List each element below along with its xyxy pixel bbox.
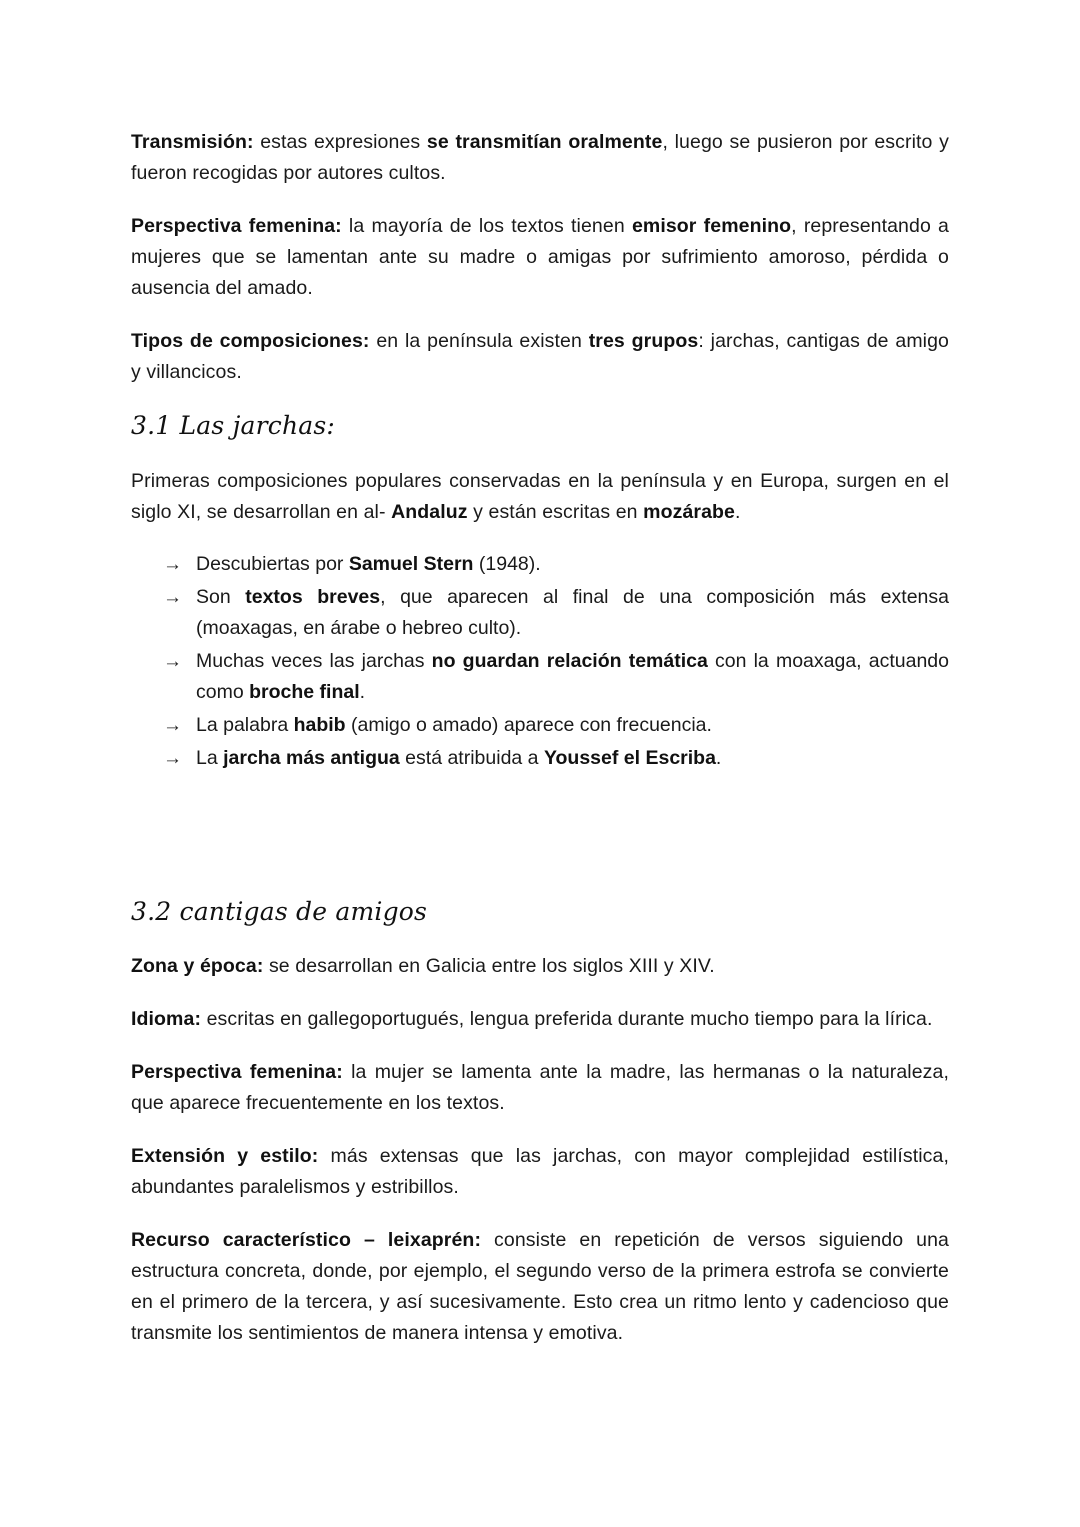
spacer (131, 304, 949, 326)
spacer (131, 928, 949, 951)
document-page (131, 127, 949, 1349)
paragraph-recurso-leixapren: Recurso característico – leixaprén: consiste en repetición de versos siguiendo una estructura concreta, donde, por ejemplo, el segundo verso de la primera estrofa se convierte en el primero de la tercera, y así sucesivamente. Esto crea un ritmo lento y cadencioso que transmite los sentimientos de manera intensa y emotiva. (131, 1229, 950, 1344)
list-item (163, 646, 949, 708)
list-item-text: Muchas veces las jarchas no guardan relación temática con la moaxaga, actuando como broche final. (196, 650, 949, 703)
spacer (131, 1035, 949, 1057)
jarchas-bullet-list (131, 549, 949, 774)
paragraph-transmision: Transmisión: estas expresiones se transmitían oralmente, luego se pusieron por escrito y fueron recogidas por autores cultos. (131, 131, 949, 184)
arrow-right-icon: → (163, 587, 182, 608)
paragraph-tipos-composiciones: Tipos de composiciones: en la península existen tres grupos: jarchas, cantigas de amigo y villancicos. (131, 330, 949, 383)
list-item-text: Descubiertas por Samuel Stern (1948). (196, 553, 541, 575)
list-item (163, 743, 949, 774)
paragraph-idioma: Idioma: escritas en gallegoportugués, lengua preferida durante mucho tiempo para la lírica. (131, 1008, 933, 1030)
arrow-right-icon: → (163, 651, 182, 672)
section-title-cantigas: 3.2 cantigas de amigos (131, 897, 428, 926)
paragraph-perspectiva-femenina-cantigas: Perspectiva femenina: la mujer se lamenta ante la madre, las hermanas o la naturaleza, que aparece frecuentemente en los textos. (131, 1061, 949, 1114)
paragraph-extension-estilo: Extensión y estilo: más extensas que las jarchas, con mayor complejidad estilística, abundantes paralelismos y estribillos. (131, 1145, 949, 1198)
arrow-right-icon: → (163, 748, 182, 769)
paragraph-perspectiva-femenina: Perspectiva femenina: la mayoría de los textos tienen emisor femenino, representando a mujeres que se lamentan ante su madre o amigas por sufrimiento amoroso, pérdida o ausencia del amado. (131, 215, 949, 299)
list-item (163, 710, 949, 741)
paragraph-zona-epoca: Zona y época: se desarrollan en Galicia entre los siglos XIII y XIV. (131, 955, 715, 977)
list-item-text: La jarcha más antigua está atribuida a Youssef el Escriba. (196, 747, 722, 769)
list-item (163, 549, 949, 580)
list-item (163, 582, 949, 644)
spacer (131, 442, 949, 466)
list-item-text: Son textos breves, que aparecen al final de una composición más extensa (moaxagas, en árabe o hebreo culto). (196, 586, 949, 639)
spacer (131, 1203, 949, 1225)
spacer (131, 189, 949, 211)
arrow-right-icon: → (163, 554, 182, 575)
spacer (131, 528, 949, 549)
arrow-right-icon: → (163, 715, 182, 736)
spacer (131, 1119, 949, 1141)
spacer (131, 388, 949, 410)
paragraph-jarchas-intro: Primeras composiciones populares conservadas en la península y en Europa, surgen en el siglo XI, se desarrollan en al- Andaluz y están escritas en mozárabe. (131, 470, 949, 523)
list-item-text: La palabra habib (amigo o amado) aparece con frecuencia. (196, 714, 712, 736)
section-title-jarchas: 3.1 Las jarchas: (131, 411, 336, 440)
spacer (131, 776, 949, 896)
spacer (131, 982, 949, 1004)
